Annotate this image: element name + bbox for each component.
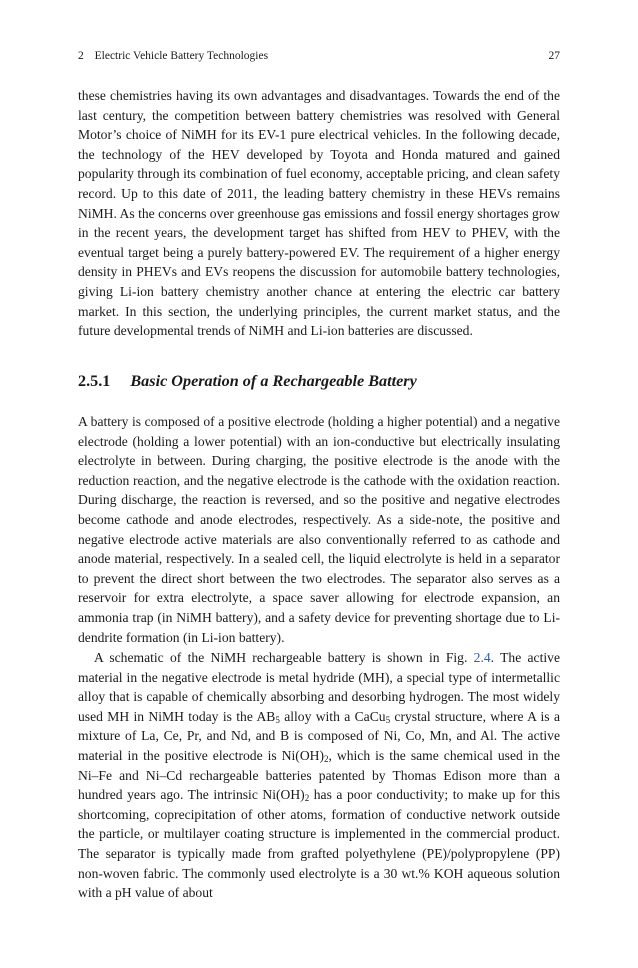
subscript: 2 xyxy=(304,793,310,804)
text-run: has a poor conductivity; to make up for this shortcoming, coprecipitation of other atoms, formation of conductive network outside the particle, or multilayer coating structure is implemented in the commercial product. The separator is typically made from grafted polyethylene (PE)/polypropylene (PP) non-woven fabric. The commonly used electrolyte is a 30 wt.% KOH aqueous solution with a pH value of about xyxy=(78,787,560,901)
running-header xyxy=(78,50,560,62)
paragraph-intro: these chemistries having its own advantages and disadvantages. Towards the end of the last century, the competition between battery chemistries was resolved with General Motor’s choice of NiMH for its EV-1 pure electrical vehicles. In the following decade, the technology of the HEV developed by Toyota and Honda matured and gained popularity through its combination of fuel economy, acceptable pricing, and clean safety record. Up to this date of 2011, the leading battery chemistry in these HEVs remains NiMH. As the concerns over greenhouse gas emissions and fossil energy shortages grow in the recent years, the development target has shifted from HEV to PHEV, with the eventual target being a purely battery-powered EV. The requirement of a higher energy density in PHEVs and EVs reopens the discussion for automobile battery technologies, giving Li-ion battery chemistry another chance at entering the electric car battery market. In this section, the underlying principles, the current market status, and the future developmental trends of NiMH and Li-ion batteries are discussed. xyxy=(78,88,560,339)
section-title: Basic Operation of a Rechargeable Battery xyxy=(130,372,417,390)
subscript: 5 xyxy=(385,714,391,725)
text-run: , which is the same chemical used in the Ni–Fe and Ni–Cd rechargeable batteries patented by Thomas Edison more than a hundred years ago. The intrinsic Ni(OH) xyxy=(78,747,560,803)
chapter-title: Electric Vehicle Battery Technologies xyxy=(94,50,269,62)
text-run: crystal structure, where A is a mixture of La, Ce, Pr, and Nd, and B is composed of Ni, Co, Mn, and Al. The active material in the positive electrode is Ni(OH) xyxy=(78,708,560,763)
text-run: alloy with a CaCu xyxy=(279,708,386,724)
subscript: 5 xyxy=(275,714,280,725)
section-heading xyxy=(78,372,417,391)
running-header-left xyxy=(78,50,268,62)
text-run: A schematic of the NiMH rechargeable battery is shown in Fig. xyxy=(94,650,474,665)
section-number: 2.5.1 xyxy=(78,372,111,390)
text-run: . The active material in the negative electrode is metal hydride (MH), a special type of intermetallic alloy that is capable of chemically absorbing and desorbing hydrogen. The most widely used MH in NiMH today is the AB xyxy=(78,650,560,724)
paragraph-battery-composition: A battery is composed of a positive electrode (holding a higher potential) and a negative electrode (holding a lower potential) with an ion-conductive but electrically insulating electrolyte in between. During charging, the positive electrode is the anode with the reduction reaction, and the negative electrode is the cathode with the oxidation reaction. During discharge, the reaction is reversed, and so the positive and negative electrodes become cathode and anode electrodes, respectively. As a side-note, the positive and negative electrode active materials are also conventionally referred to as cathode and anode material, respectively. In a sealed cell, the liquid electrolyte is held in a separator to prevent the direct short between the two electrodes. The separator also serves as a reservoir for extra electrolyte, a space saver allowing for electrode expansion, an ammonia trap (in NiMH battery), and a safety device for preventing shortage due to Li-dendrite formation (in Li-ion battery). xyxy=(78,414,560,645)
chapter-number: 2 xyxy=(78,50,84,62)
figure-reference-link[interactable]: 2.4 xyxy=(473,650,491,665)
subscript: 2 xyxy=(324,753,329,764)
page-number: 27 xyxy=(548,50,560,62)
paragraph-nimh-schematic xyxy=(78,648,560,903)
